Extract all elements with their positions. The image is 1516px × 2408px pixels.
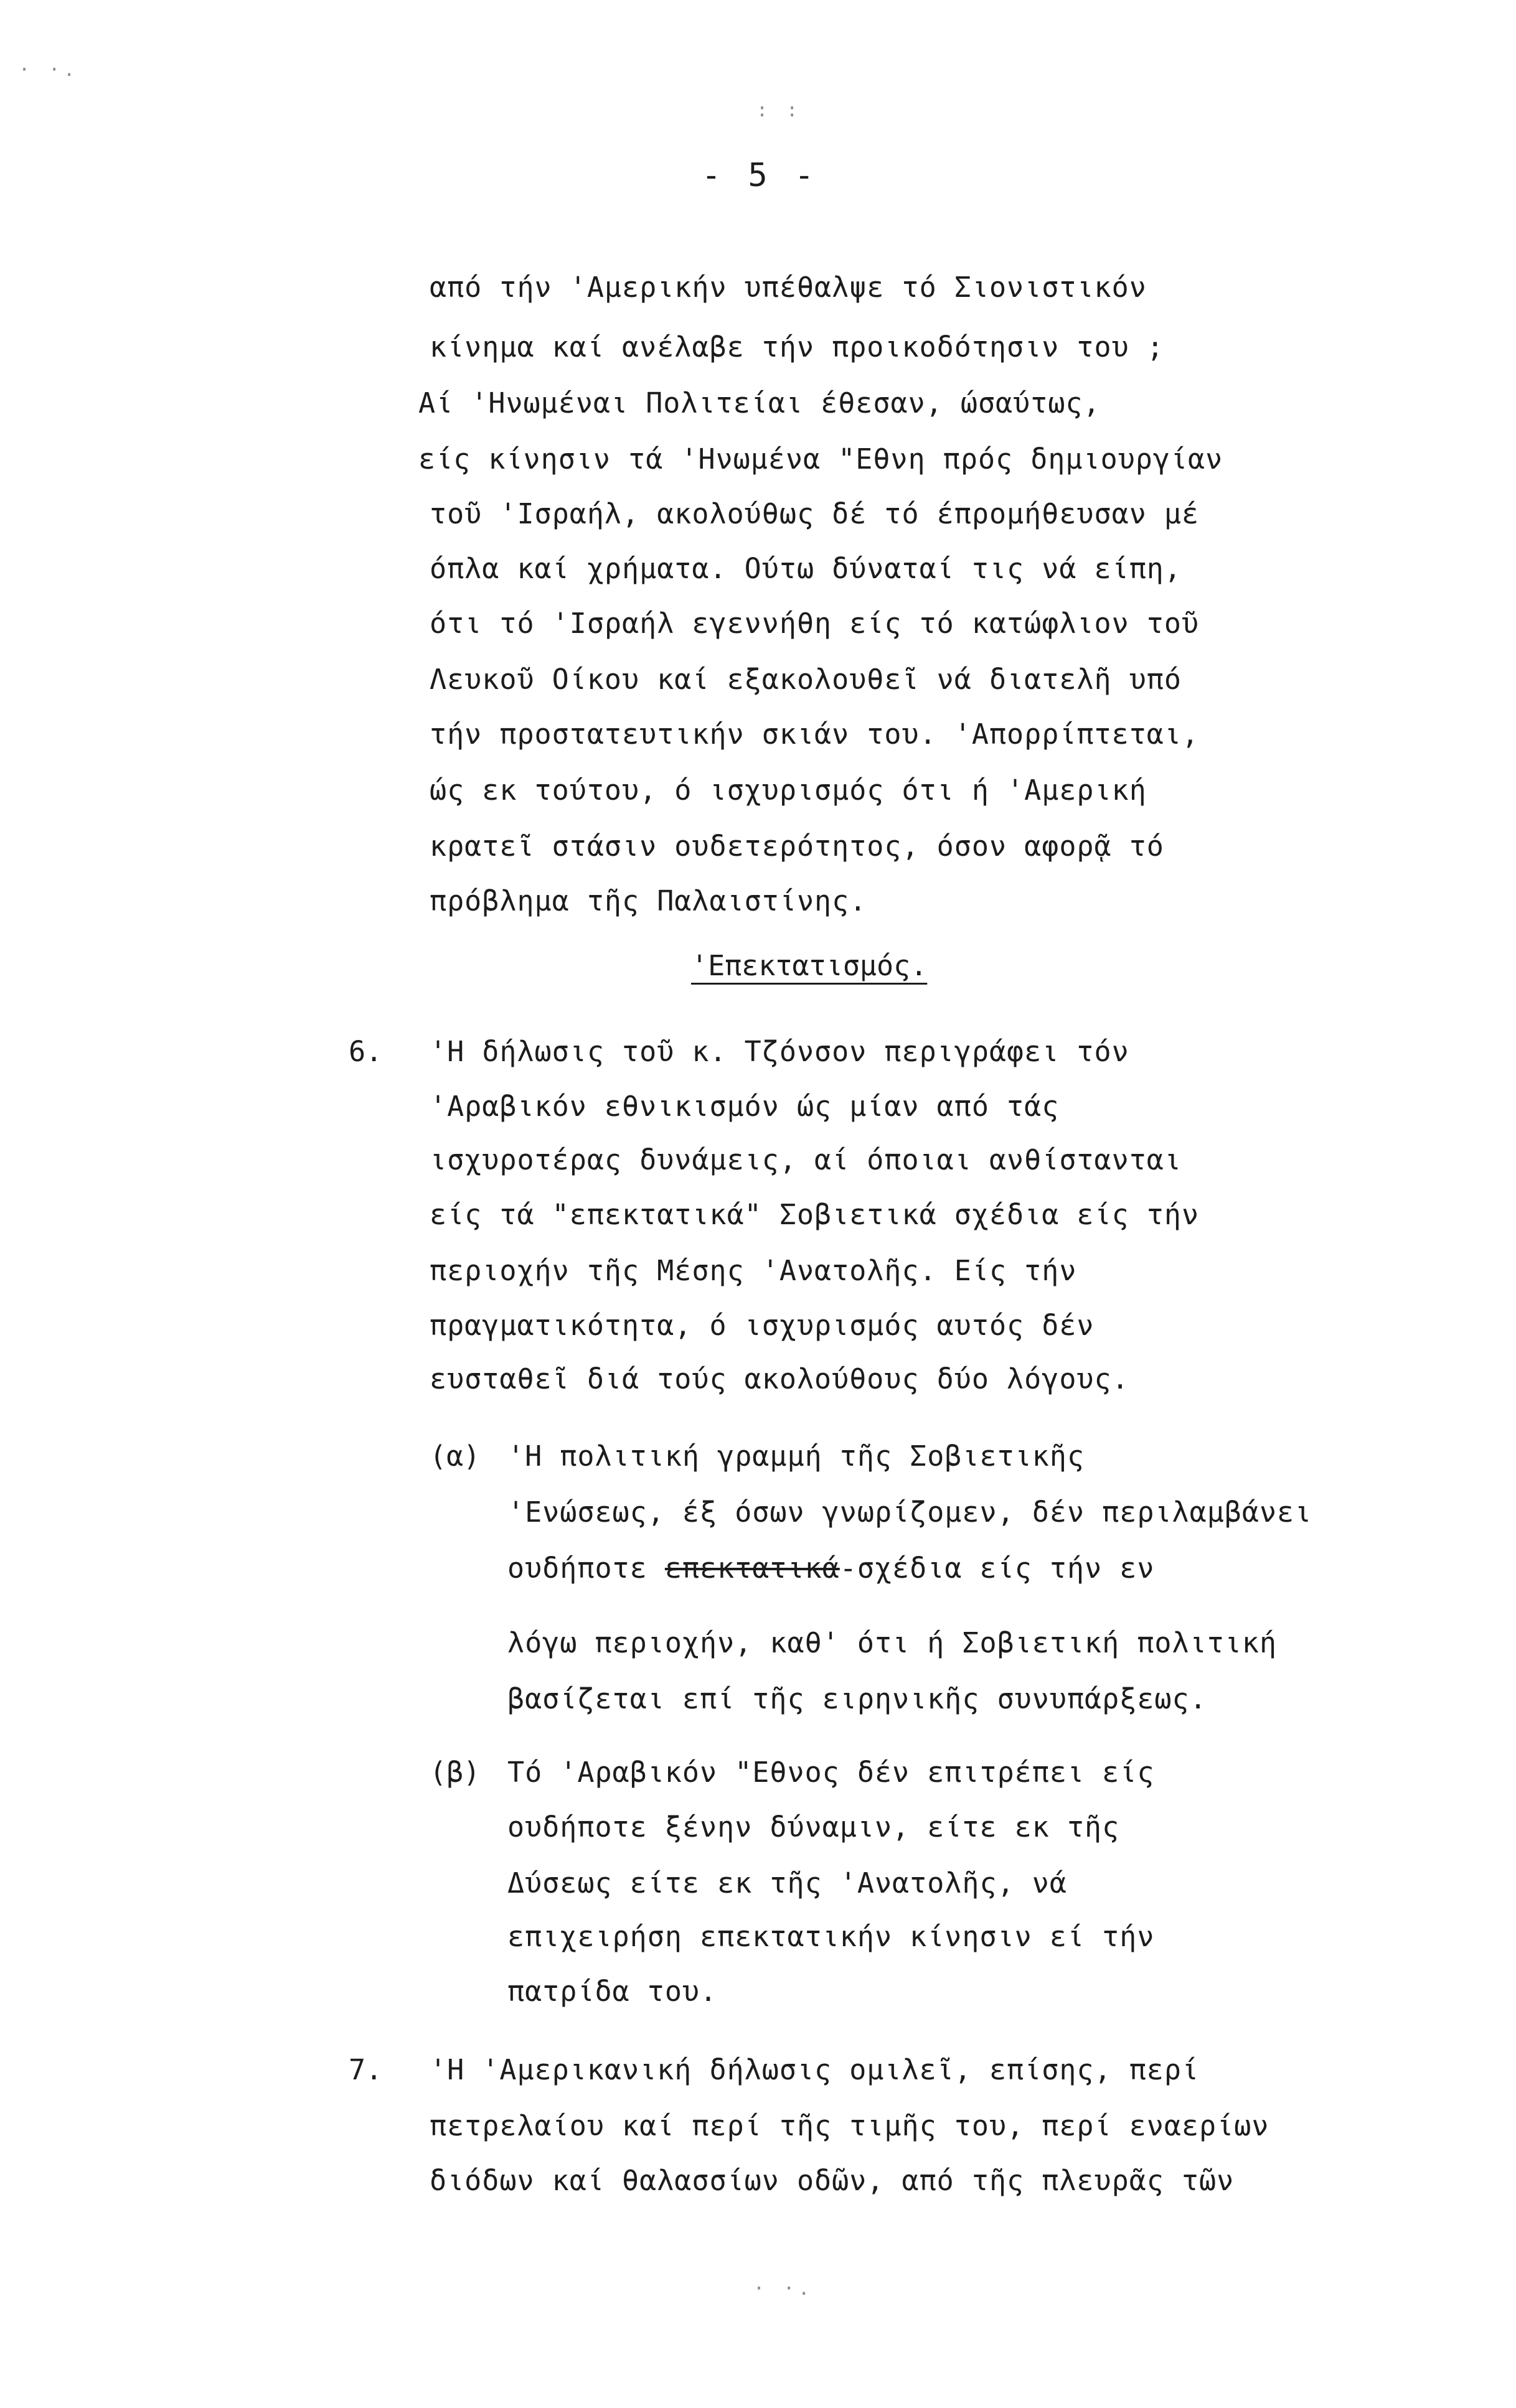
text-line: όπλα καί χρήματα. Ούτω δύναταί τις νά είπη, (430, 552, 1182, 585)
struck-word: επεκτατικά (664, 1552, 840, 1585)
text-segment: ουδήποτε (507, 1552, 665, 1585)
text-line: πρόβλημα τῆς Παλαιστίνης. (430, 884, 867, 917)
text-line: λόγω περιοχήν, καθ' ότι ή Σοβιετική πολιτική (507, 1626, 1278, 1659)
text-line: Λευκοῦ Οίκου καί εξακολουθεῖ νά διατελῆ υπό (430, 663, 1182, 696)
text-line: Τό 'Αραβικόν "Εθνος δέν επιτρέπει είς (507, 1756, 1155, 1789)
text-line: ώς εκ τούτου, ό ισχυρισμός ότι ή 'Αμερική (430, 774, 1147, 807)
text-line: διόδων καί θαλασσίων οδῶν, από τῆς πλευρᾶς τῶν (430, 2164, 1235, 2197)
text-line: Αί 'Ηνωμέναι Πολιτείαι έθεσαν, ώσαύτως, (418, 386, 1101, 419)
scan-speck: : : (756, 100, 802, 121)
text-line: ότι τό 'Ισραήλ εγεννήθη είς τό κατώφλιον τοῦ (430, 607, 1200, 640)
text-line: είς τά "επεκτατικά" Σοβιετικά σχέδια είς τήν (430, 1198, 1200, 1231)
paragraph-number: 7. (349, 2053, 383, 2086)
text-line: 'Αραβικόν εθνικισμόν ώς μίαν από τάς (430, 1090, 1060, 1123)
text-line: από τήν 'Αμερικήν υπέθαλψε τό Σιονιστικόν (430, 271, 1147, 304)
subitem-label: (β) (430, 1756, 481, 1789)
text-line: 'Η πολιτική γραμμή τῆς Σοβιετικῆς (507, 1440, 1085, 1473)
paragraph-number: 6. (349, 1035, 383, 1068)
scan-speck: · ·. (753, 2278, 814, 2300)
text-line-with-strikethrough (507, 1550, 1154, 1587)
text-line: κρατεῖ στάσιν ουδετερότητος, όσον αφορᾷ τό (430, 830, 1164, 863)
text-line: είς κίνησιν τά 'Ηνωμένα "Εθνη πρός δημιουργίαν (418, 443, 1223, 476)
scan-speck: · ·. (19, 59, 79, 81)
text-line: τήν προστατευτικήν σκιάν του. 'Απορρίπτεται, (430, 718, 1200, 751)
text-line: 'Ενώσεως, έξ όσων γνωρίζομεν, δέν περιλαμβάνει (507, 1496, 1312, 1529)
text-line: Δύσεως είτε εκ τῆς 'Ανατολῆς, νά (507, 1867, 1067, 1900)
text-line: περιοχήν τῆς Μέσης 'Ανατολῆς. Είς τήν (430, 1254, 1077, 1287)
text-line: πετρελαίου καί περί τῆς τιμῆς του, περί εναερίων (430, 2109, 1269, 2142)
subitem-label: (α) (430, 1440, 481, 1473)
text-line: τοῦ 'Ισραήλ, ακολούθως δέ τό έπρομήθευσαν μέ (430, 497, 1200, 530)
text-line: κίνημα καί ανέλαβε τήν προικοδότησιν του ; (430, 330, 1164, 363)
page-number: - 5 - (701, 157, 818, 194)
text-line: ισχυροτέρας δυνάμεις, αί όποιαι ανθίστανται (430, 1143, 1182, 1176)
text-line: πραγματικότητα, ό ισχυρισμός αυτός δέν (430, 1309, 1095, 1342)
text-line: πατρίδα του. (507, 1975, 718, 2008)
text-segment: -σχέδια είς τήν εν (839, 1552, 1155, 1585)
text-line: 'Η 'Αμερικανική δήλωσις ομιλεῖ, επίσης, περί (430, 2053, 1200, 2086)
text-line: 'Η δήλωσις τοῦ κ. Τζόνσον περιγράφει τόν (430, 1035, 1129, 1068)
text-line: ουδήποτε ξένην δύναμιν, είτε εκ τῆς (507, 1811, 1120, 1843)
section-heading: 'Επεκτατισμός. (691, 949, 928, 982)
text-line: ευσταθεῖ διά τούς ακολούθους δύο λόγους. (430, 1362, 1129, 1395)
text-line: επιχειρήση επεκτατικήν κίνησιν εί τήν (507, 1920, 1155, 1953)
text-line: βασίζεται επί τῆς ειρηνικῆς συνυπάρξεως. (507, 1682, 1207, 1715)
